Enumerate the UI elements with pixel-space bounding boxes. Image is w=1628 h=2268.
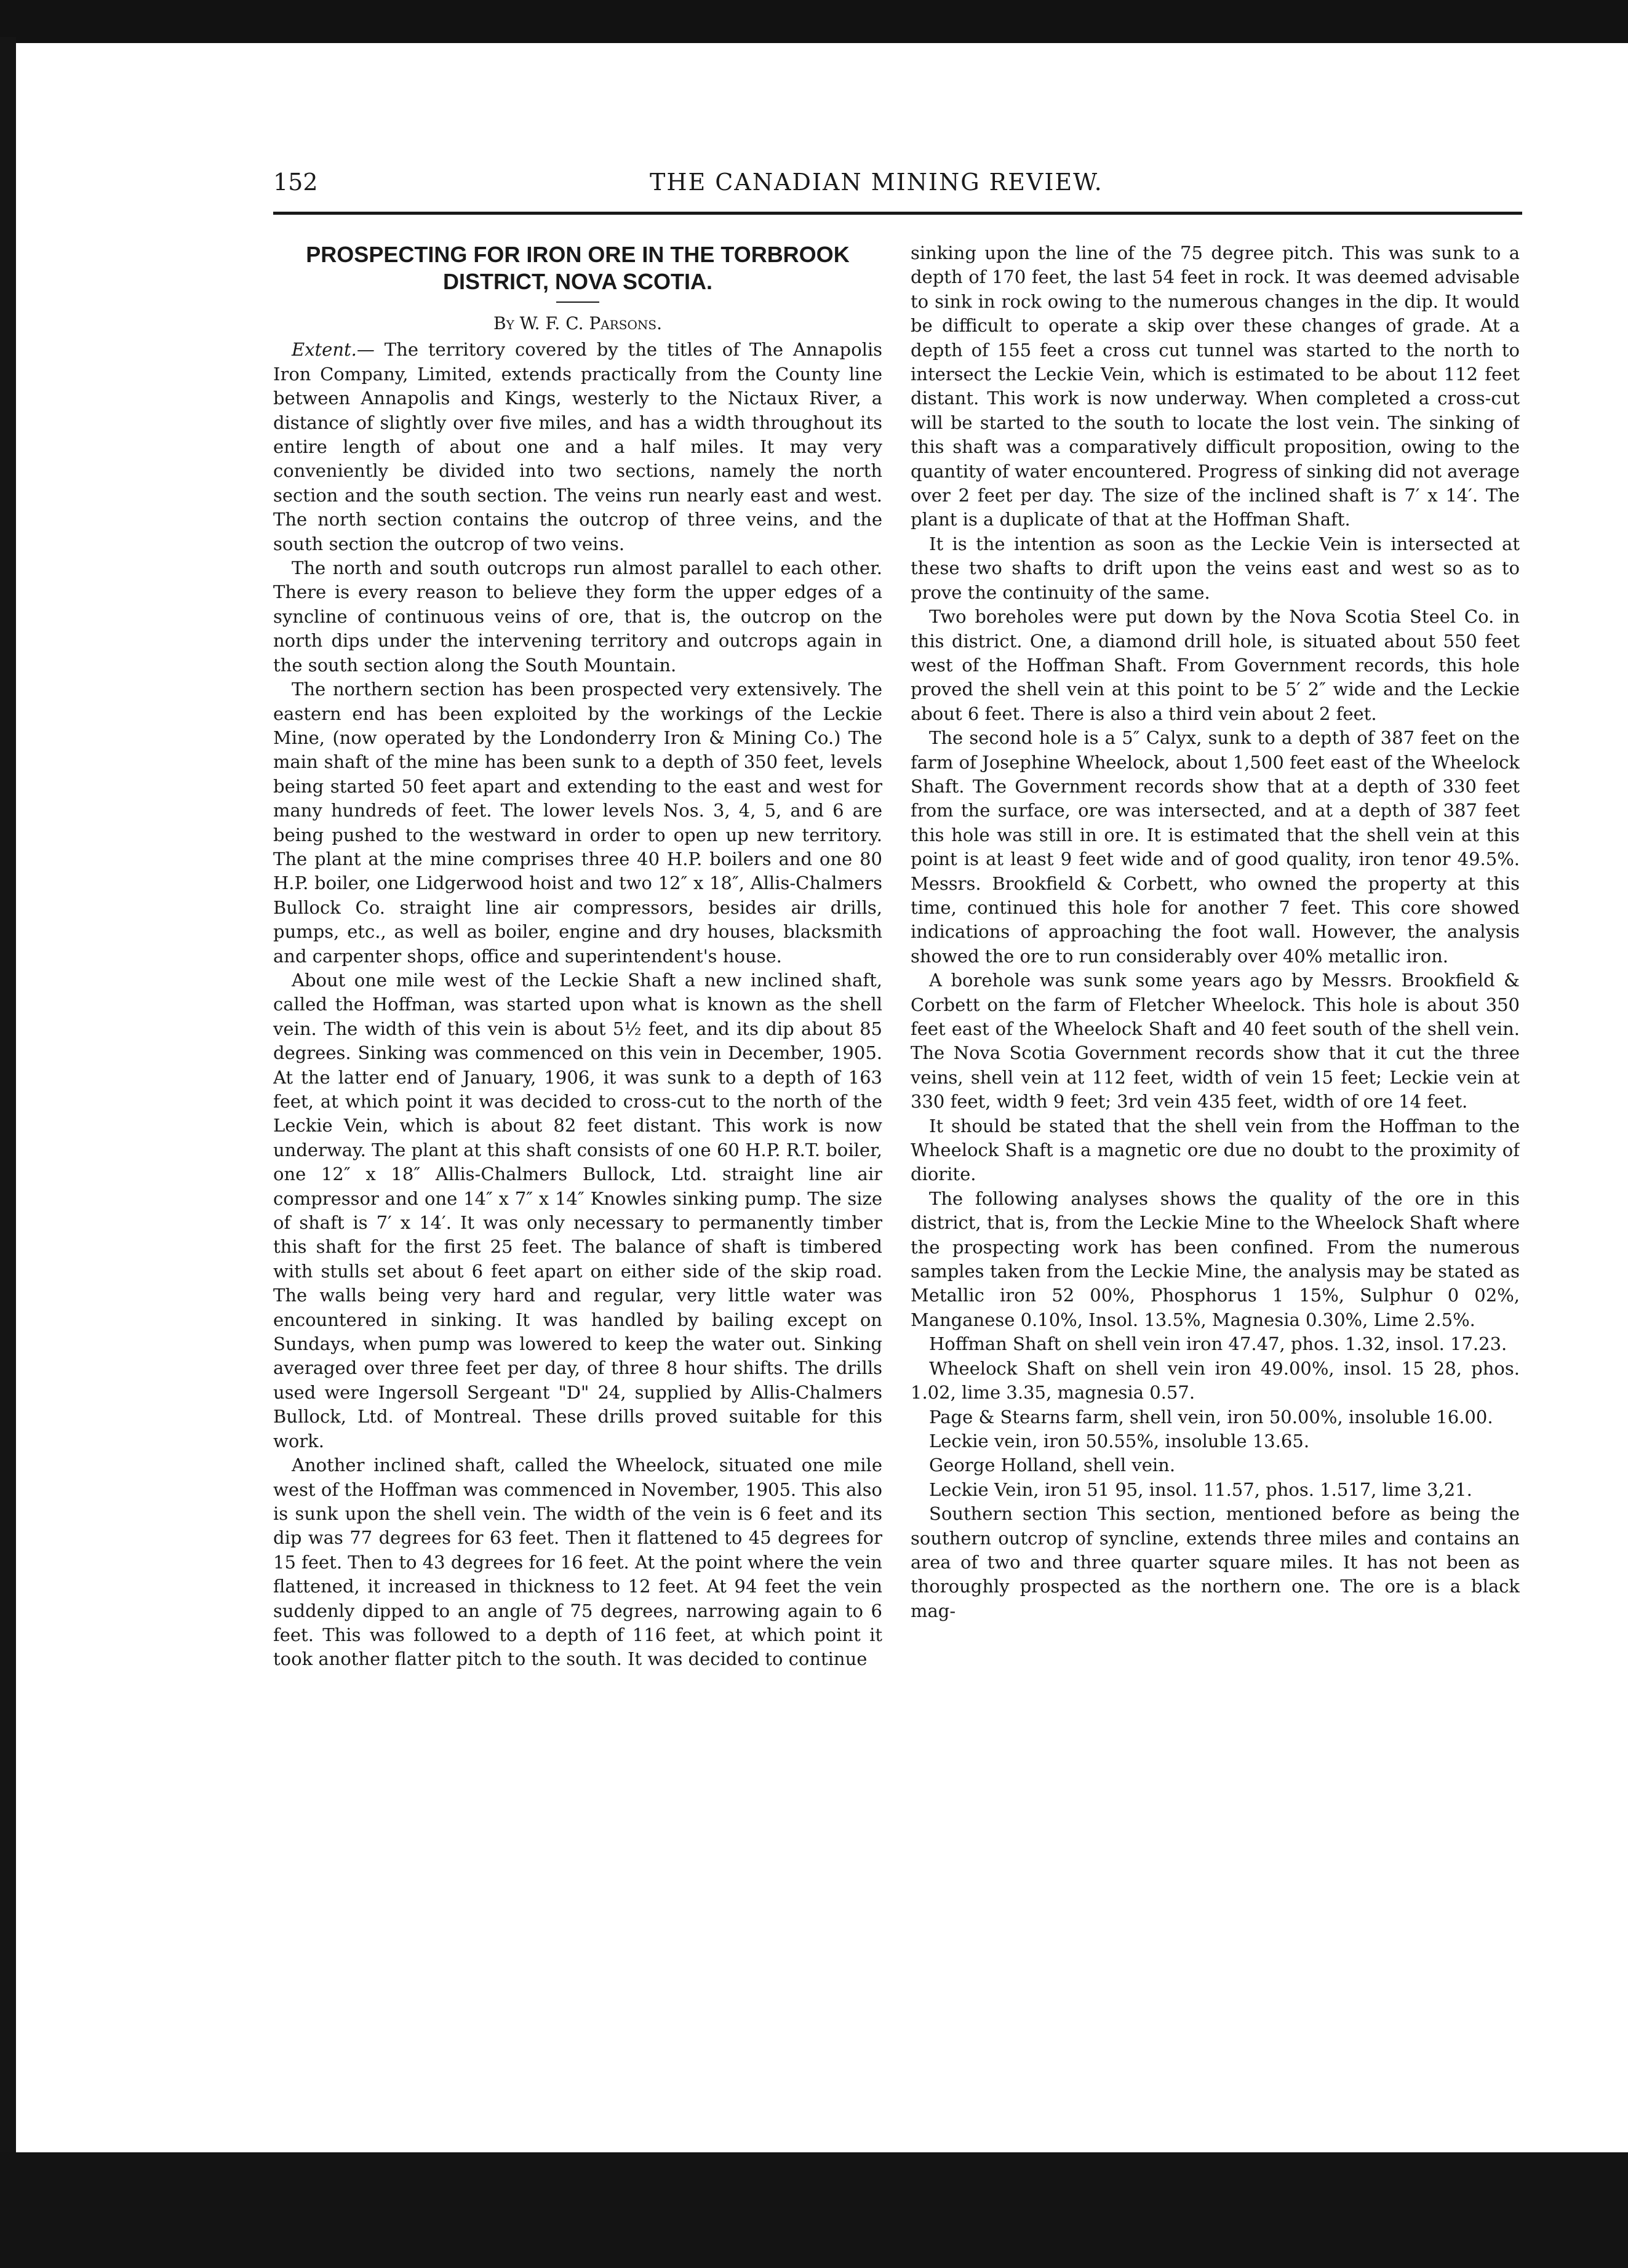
scan-border-top xyxy=(0,0,1628,43)
paragraph: It should be stated that the shell vein from the Hoffman to the Wheelock Shaft is a magnetic ore due no doubt to the proximity of diorite. xyxy=(911,1115,1520,1185)
paragraph: A borehole was sunk some years ago by Messrs. Brookfield & Corbett on the farm of Fletcher Wheelock. This hole is about 350 feet east of the Wheelock Shaft and 40 feet south of the shell vein. The Nova Scotia Government records show that it cut the three veins, shell vein at 112 feet, width of vein 15 feet; Leckie vein at 330 feet, width 9 feet; 3rd vein 435 feet, width of ore 14 feet. xyxy=(911,970,1520,1112)
paragraph: About one mile west of the Leckie Shaft a new inclined shaft, called the Hoffman, was started upon what is known as the shell vein. The width of this vein is about 5½ feet, and its dip about 85 degrees. Sinking was commenced on this vein in December, 1905. At the latter end of January, 1906, it was sunk to a depth of 163 feet, at which point it was decided to cross-cut to the north of the Leckie Vein, which is about 82 feet distant. This work is now underway. The plant at this shaft consists of one 60 H.P. R.T. boiler, one 12″ x 18″ Allis-Chalmers Bullock, Ltd. straight line air compressor and one 14″ x 7″ x 14″ Knowles sinking pump. The size of shaft is 7′ x 14′. It was only necessary to permanently timber this shaft for the first 25 feet. The balance of shaft is timbered with stulls set about 6 feet apart on either side of the skip road. The walls being very hard and regular, very little water was encountered in sinking. It was handled by bailing except on Sundays, when pump was lowered to keep the water out. Sinking averaged over three feet per day, of three 8 hour shifts. The drills used were Ingersoll Sergeant "D" 24, supplied by Allis-Chalmers Bullock, Ltd. of Montreal. These drills proved suitable for this work. xyxy=(273,969,882,1451)
scan-border-left xyxy=(0,37,16,2203)
header-rule xyxy=(273,212,1522,215)
paragraph: Leckie Vein, iron 51 95, insol. 11.57, phos. 1.517, lime 3,21. xyxy=(929,1479,1472,1500)
left-column xyxy=(273,241,882,2106)
right-column xyxy=(911,241,1520,2106)
paragraph: Two boreholes were put down by the Nova Scotia Steel Co. in this district. One, a diamond drill hole, is situated about 550 feet west of the Hoffman Shaft. From Government records, this hole proved the shell vein at this point to be 5′ 2″ wide and the Leckie about 6 feet. There is also a third vein about 2 feet. xyxy=(911,606,1520,724)
paragraph: The following analyses shows the quality of the ore in this district, that is, from the Leckie Mine to the Wheelock Shaft where the prospecting work has been confined. From the numerous samples taken from the Leckie Mine, the analysis may be stated as Metallic iron 52 00%, Phosphorus 1 15%, Sulphur 0 02%, Manganese 0.10%, Insol. 13.5%, Magnesia 0.30%, Lime 2.5%. xyxy=(911,1188,1520,1330)
paragraph: Page & Stearns farm, shell vein, iron 50.00%, insoluble 16.00. xyxy=(929,1406,1493,1427)
paragraph: The north and south outcrops run almost parallel to each other. There is every reason to believe they form the upper edges of a syncline of continuous veins of ore, that is, the outcrop on the north dips under the intervening territory and outcrops again in the south section along the South Mountain. xyxy=(273,557,882,676)
paragraph-text: — The territory covered by the titles of The Annapolis Iron Company, Limited, extends practically from the County line between Annapolis and Kings, westerly to the Nictaux River, a distance of slightly over five miles, and has a width throughout its entire length of about one and a half miles. It may very conveniently be divided into two sections, namely the north section and the south section. The veins run nearly east and west. The north section contains the outcrop of three veins, and the south section the outcrop of two veins. xyxy=(273,339,882,554)
paragraph: It is the intention as soon as the Leckie Vein is intersected at these two shafts to drift upon the veins east and west so as to prove the continuity of the same. xyxy=(911,533,1520,603)
article-title: PROSPECTING FOR IRON ORE IN THE TORBROOK DISTRICT, NOVA SCOTIA. xyxy=(306,242,850,294)
paragraph: Wheelock Shaft on shell vein iron 49.00%, insol. 15 28, phos. 1.02, lime 3.35, magnesia 0.57. xyxy=(911,1357,1520,1404)
page-number: 152 xyxy=(273,169,318,196)
paragraph: George Holland, shell vein. xyxy=(929,1455,1176,1476)
scan-border-bottom xyxy=(0,2152,1628,2268)
title-divider xyxy=(556,301,599,303)
lead-word: Extent. xyxy=(292,339,357,361)
paragraph: Hoffman Shaft on shell vein iron 47.47, phos. 1.32, insol. 17.23. xyxy=(929,1333,1507,1355)
paragraph: sinking upon the line of the 75 degree pitch. This was sunk to a depth of 170 feet, the last 54 feet in rock. It was deemed advisable to sink in rock owing to the numerous changes in the dip. It would be difficult to operate a skip over these changes of grade. At a depth of 155 feet a cross cut tunnel was started to the north to intersect the Leckie Vein, which is estimated to be about 112 feet distant. This work is now underway. When completed a cross-cut will be started to the south to locate the lost vein. The sinking of this shaft was a comparatively difficult proposition, owing to the quantity of water encountered. Progress of sinking did not average over 2 feet per day. The size of the inclined shaft is 7′ x 14′. The plant is a duplicate of that at the Hoffman Shaft. xyxy=(911,242,1520,530)
journal-title: THE CANADIAN MINING REVIEW. xyxy=(650,169,1103,196)
paragraph: Leckie vein, iron 50.55%, insoluble 13.65. xyxy=(929,1430,1310,1451)
paragraph: Southern section This section, mentioned before as being the southern outcrop of syncline, extends three miles and contains an area of two and three quarter square miles. It has not been as thoroughly prospected as the northern one. The ore is a black mag- xyxy=(911,1503,1520,1621)
paragraph: The northern section has been prospected very extensively. The eastern end has been exploited by the workings of the Leckie Mine, (now operated by the Londonderry Iron & Mining Co.) The main shaft of the mine has been sunk to a depth of 350 feet, levels being started 50 feet apart and extending to the east and west for many hundreds of feet. The lower levels Nos. 3, 4, 5, and 6 are being pushed to the westward in order to open up new territory. The plant at the mine comprises three 40 H.P. boilers and one 80 H.P. boiler, one Lidgerwood hoist and two 12″ x 18″, Allis-Chalmers Bullock Co. straight line air compressors, besides air drills, pumps, etc., as well as boiler, engine and dry houses, blacksmith and carpenter shops, office and superintendent's house. xyxy=(273,679,882,967)
running-head xyxy=(273,164,1516,204)
paragraph xyxy=(273,338,882,556)
paragraph: Another inclined shaft, called the Wheelock, situated one mile west of the Hoffman was commenced in November, 1905. This also is sunk upon the shell vein. The width of the vein is 6 feet and its dip was 77 degrees for 63 feet. Then it flattened to 45 degrees for 15 feet. Then to 43 degrees for 16 feet. At the point where the vein flattened, it increased in thickness to 12 feet. At 94 feet the vein suddenly dipped to an angle of 75 degrees, narrowing again to 6 feet. This was followed to a depth of 116 feet, at which point it took another flatter pitch to the south. It was decided to continue xyxy=(273,1455,882,1670)
byline: By W. F. C. Parsons. xyxy=(493,313,662,333)
paragraph: The second hole is a 5″ Calyx, sunk to a depth of 387 feet on the farm of Josephine Wheelock, about 1,500 feet east of the Wheelock Shaft. The Government records show that at a depth of 330 feet from the surface, ore was intersected, and at a depth of 387 feet this hole was still in ore. It is estimated that the shell vein at this point is at least 9 feet wide and of good quality, iron tenor 49.5%. Messrs. Brookfield & Corbett, who owned the property at this time, continued this hole for another 7 feet. This core showed indications of approaching the foot wall. However, the analysis showed the ore to run considerably over 40% metallic iron. xyxy=(911,727,1520,967)
